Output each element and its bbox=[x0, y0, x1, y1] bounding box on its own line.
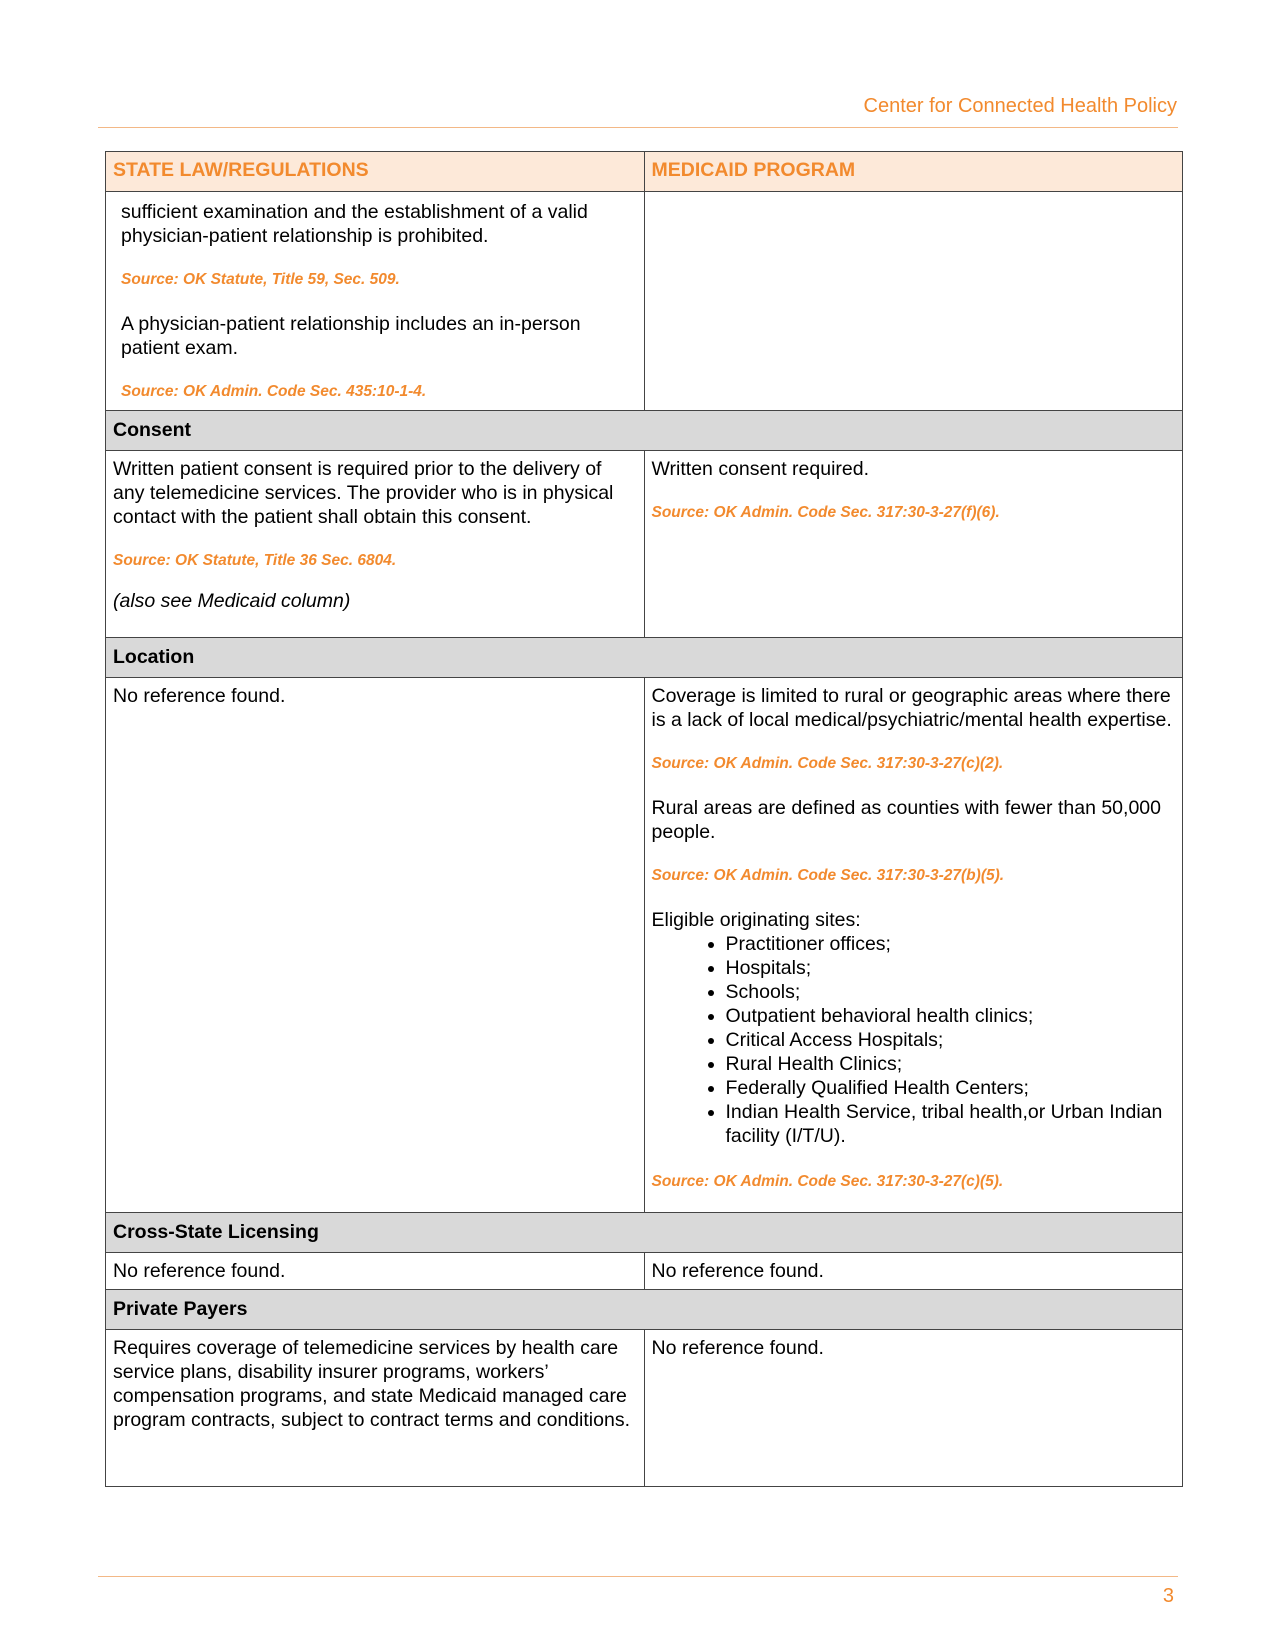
location-medicaid-source2: Source: OK Admin. Code Sec. 317:30-3-27(b)(5). bbox=[651, 867, 1005, 884]
list-item: • Practitioner offices; bbox=[726, 932, 1176, 956]
licensing-state-cell bbox=[106, 1253, 645, 1290]
list-item: • Outpatient behavioral health clinics; bbox=[726, 1004, 1176, 1028]
policy-table bbox=[105, 151, 1183, 1487]
consent-state-text: Written patient consent is required prior to the delivery of any telemedicine services. The provider who is in physical contact with the patient shall obtain this consent. bbox=[113, 458, 614, 528]
continuation-state-text1: sufficient examination and the establishment of a valid physician-patient relationship is prohibited. bbox=[121, 201, 588, 247]
section-row-location bbox=[106, 638, 1183, 678]
location-medicaid-cell bbox=[644, 678, 1183, 1213]
continuation-state-cell bbox=[106, 192, 645, 411]
column-header-medicaid: MEDICAID PROGRAM bbox=[644, 152, 1183, 192]
consent-state-source: Source: OK Statute, Title 36 Sec. 6804. bbox=[113, 552, 397, 569]
continuation-state-source1: Source: OK Statute, Title 59, Sec. 509. bbox=[121, 271, 400, 288]
consent-row bbox=[106, 451, 1183, 638]
licensing-medicaid-cell bbox=[644, 1253, 1183, 1290]
location-state-cell bbox=[106, 678, 645, 1213]
column-header-state: STATE LAW/REGULATIONS bbox=[106, 152, 645, 192]
location-row bbox=[106, 678, 1183, 1213]
list-item: • Federally Qualified Health Centers; bbox=[726, 1076, 1176, 1100]
licensing-state-text: No reference found. bbox=[113, 1260, 286, 1282]
section-row-consent bbox=[106, 411, 1183, 451]
continuation-row bbox=[106, 192, 1183, 411]
licensing-medicaid-text: No reference found. bbox=[651, 1260, 824, 1282]
section-title-location: Location bbox=[106, 638, 1183, 678]
location-medicaid-source1: Source: OK Admin. Code Sec. 317:30-3-27(c)(2). bbox=[651, 755, 1004, 772]
section-title-licensing: Cross-State Licensing bbox=[106, 1213, 1183, 1253]
list-item: • Hospitals; bbox=[726, 956, 1176, 980]
consent-state-cell bbox=[106, 451, 645, 638]
location-medicaid-source3: Source: OK Admin. Code Sec. 317:30-3-27(c)(5). bbox=[651, 1173, 1004, 1190]
consent-medicaid-cell bbox=[644, 451, 1183, 638]
column-header-row bbox=[106, 152, 1183, 192]
location-medicaid-text3: Eligible originating sites: bbox=[651, 909, 861, 931]
consent-medicaid-source: Source: OK Admin. Code Sec. 317:30-3-27(f)(6). bbox=[651, 504, 1000, 521]
originating-sites-list bbox=[652, 932, 1176, 1148]
section-row-licensing bbox=[106, 1213, 1183, 1253]
payers-row bbox=[106, 1330, 1183, 1487]
consent-medicaid-text: Written consent required. bbox=[651, 458, 869, 480]
location-medicaid-text2: Rural areas are defined as counties with fewer than 50,000 people. bbox=[651, 797, 1161, 843]
list-item: • Critical Access Hospitals; bbox=[726, 1028, 1176, 1052]
header-org-name: Center for Connected Health Policy bbox=[863, 95, 1177, 117]
continuation-medicaid-cell bbox=[644, 192, 1183, 411]
header-divider bbox=[98, 127, 1178, 128]
list-item: • Rural Health Clinics; bbox=[726, 1052, 1176, 1076]
list-item: • Indian Health Service, tribal health,or Urban Indian facility (I/T/U). bbox=[726, 1100, 1176, 1148]
licensing-row bbox=[106, 1253, 1183, 1290]
list-item: • Schools; bbox=[726, 980, 1176, 1004]
payers-medicaid-cell bbox=[644, 1330, 1183, 1487]
continuation-state-text2: A physician-patient relationship includes an in-person patient exam. bbox=[121, 313, 581, 359]
location-medicaid-text1: Coverage is limited to rural or geographic areas where there is a lack of local medical/psychiatric/mental health expertise. bbox=[651, 685, 1172, 731]
location-state-text: No reference found. bbox=[113, 685, 286, 707]
payers-medicaid-text: No reference found. bbox=[651, 1337, 824, 1359]
payers-state-text: Requires coverage of telemedicine services by health care service plans, disability insurer programs, workers’ compensation programs, and state Medicaid managed care program contracts, subject to contract terms and conditions. bbox=[113, 1337, 630, 1431]
section-row-payers bbox=[106, 1290, 1183, 1330]
consent-state-note: (also see Medicaid column) bbox=[113, 590, 351, 612]
section-title-payers: Private Payers bbox=[106, 1290, 1183, 1330]
page-number: 3 bbox=[1162, 1585, 1174, 1607]
section-title-consent: Consent bbox=[106, 411, 1183, 451]
footer-divider bbox=[98, 1576, 1178, 1577]
continuation-state-source2: Source: OK Admin. Code Sec. 435:10-1-4. bbox=[121, 383, 427, 400]
payers-state-cell bbox=[106, 1330, 645, 1487]
